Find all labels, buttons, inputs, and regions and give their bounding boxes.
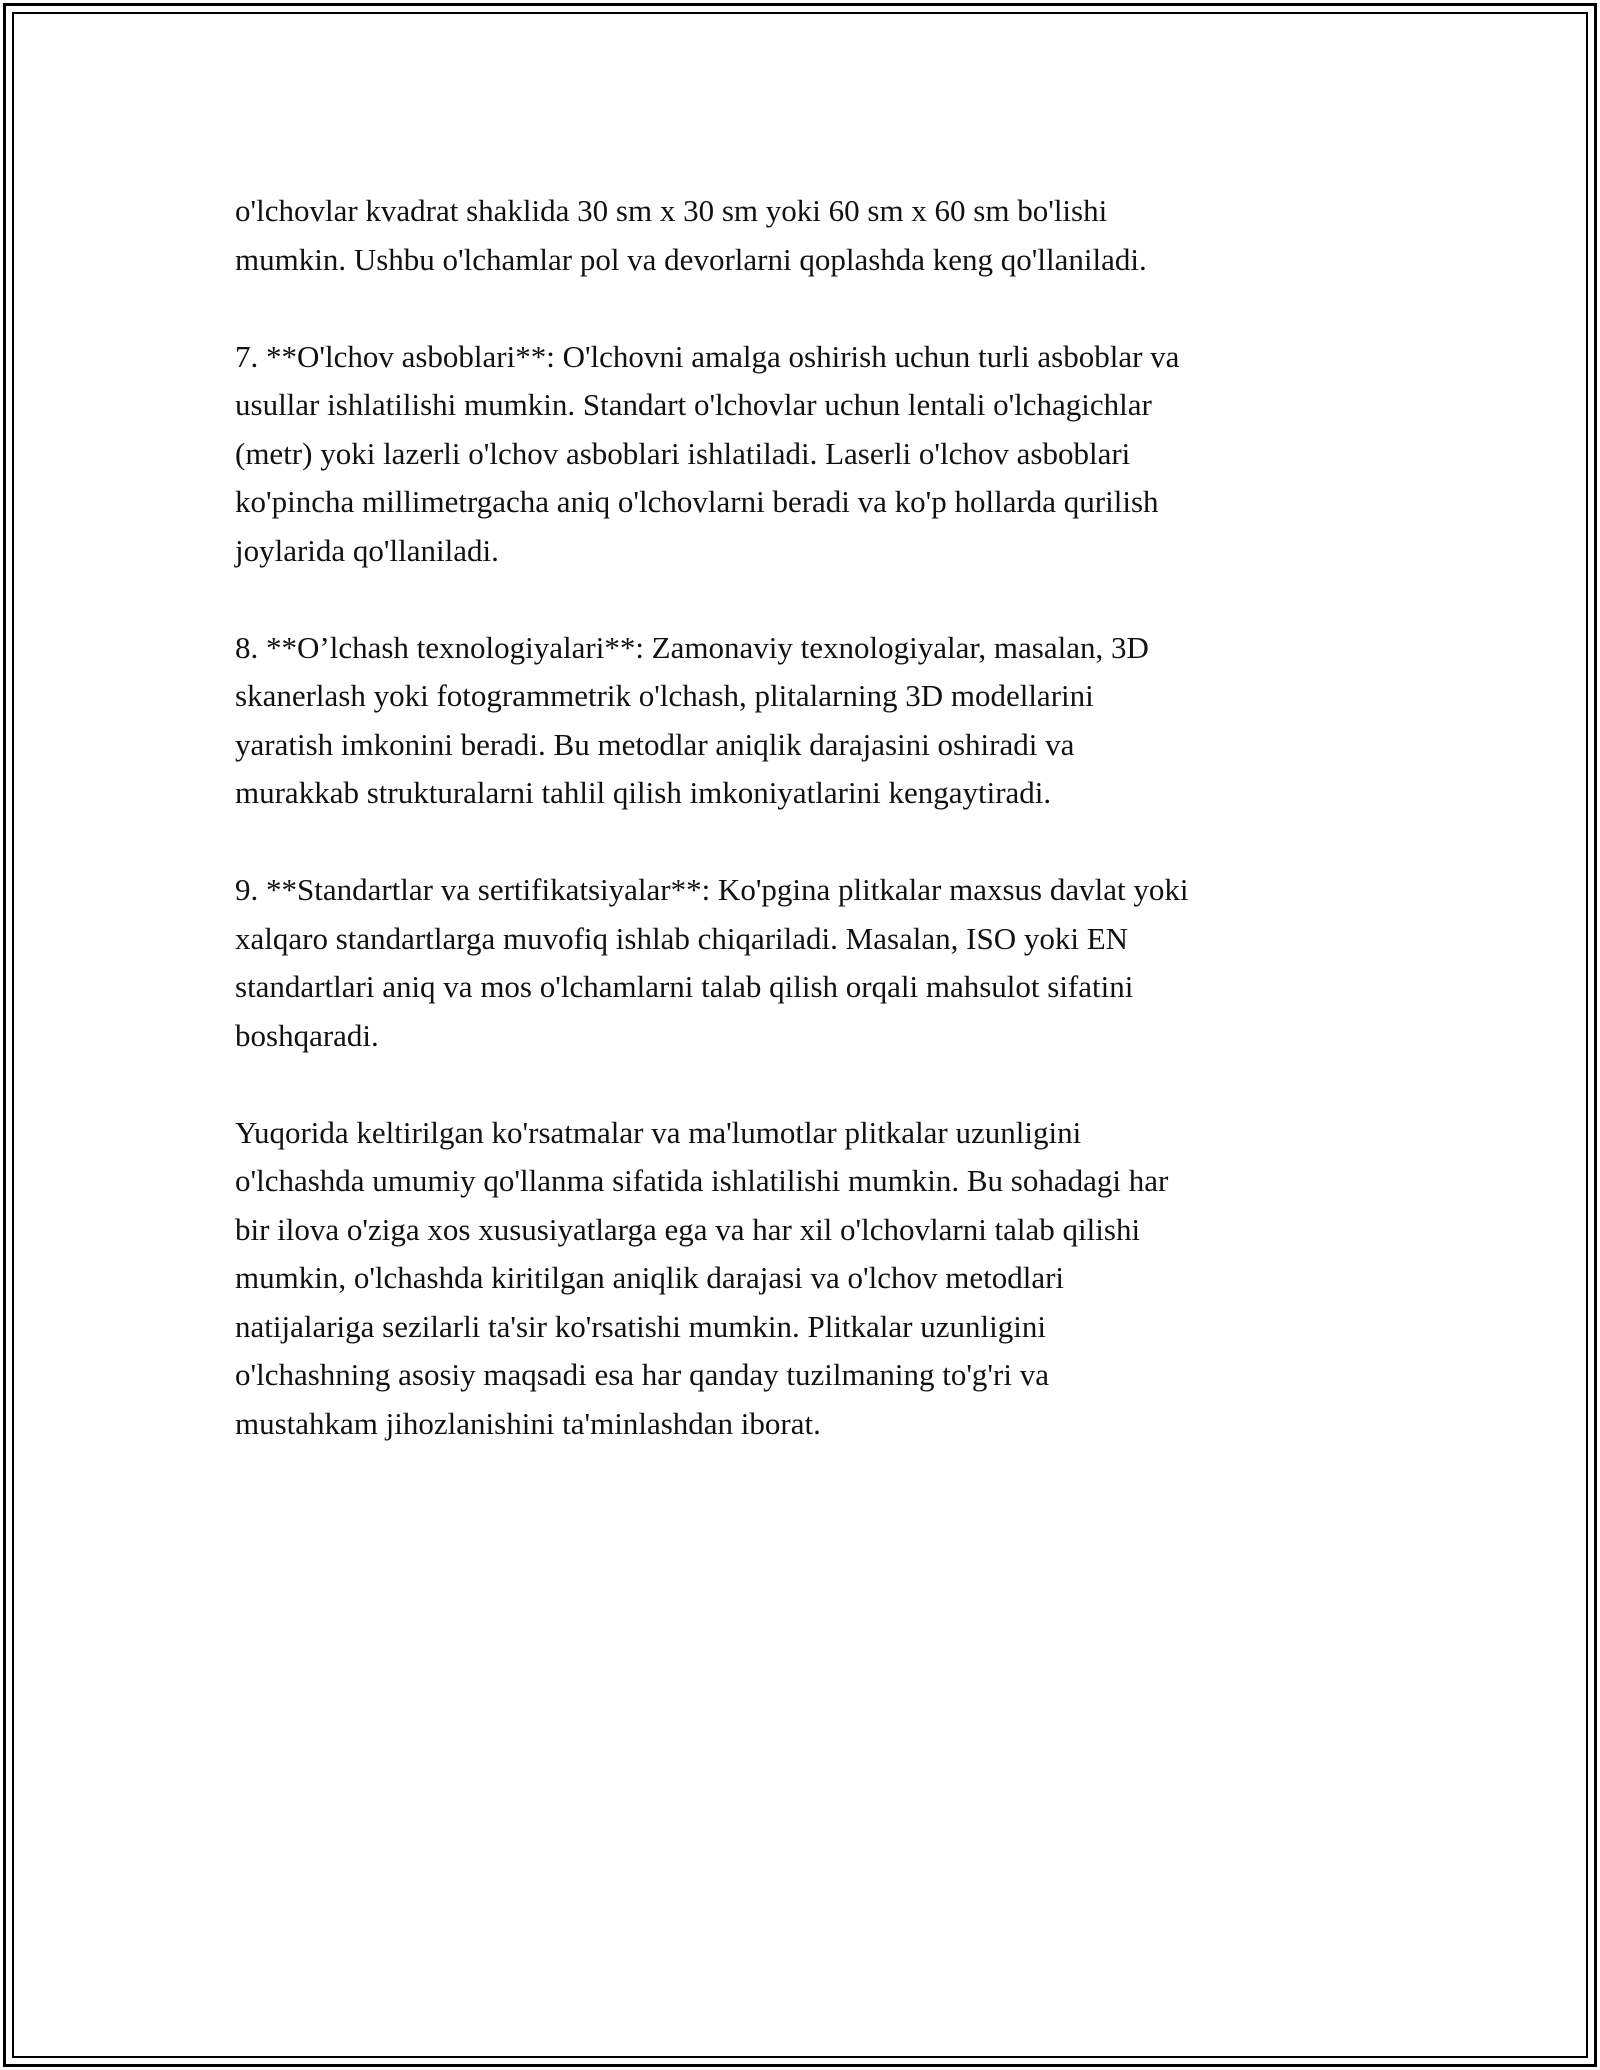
paragraph-standards-certifications: 9. **Standartlar va sertifikatsiyalar**: Ko'pgina plitkalar maxsus davlat yoki xalqaro standartlarga muvofiq ishlab chiqariladi. Masalan, ISO yoki EN standartlari aniq va mos o'lchamlarni talab qilish orqali mahsulot sifatini boshqaradi. — [235, 872, 1189, 1053]
document-body — [235, 187, 1380, 1497]
paragraph-tile-dimensions: o'lchovlar kvadrat shaklida 30 sm x 30 sm yoki 60 sm x 60 sm bo'lishi mumkin. Ushbu o'lchamlar pol va devorlarni qoplashda keng qo'llaniladi. — [235, 193, 1147, 277]
paragraph-measuring-tools: 7. **O'lchov asboblari**: O'lchovni amalga oshirish uchun turli asboblar va usullar ishlatilishi mumkin. Standart o'lchovlar uchun lentali o'lchagichlar (metr) yoki lazerli o'lchov asboblari ishlatiladi. Laserli o'lchov asboblari ko'pincha millimetrgacha aniq o'lchovlarni beradi va ko'p hollarda qurilish joylarida qo'llaniladi. — [235, 338, 1180, 568]
paragraph-measurement-technologies: 8. **O’lchash texnologiyalari**: Zamonaviy texnologiyalar, masalan, 3D skanerlash yoki fotogrammetrik o'lchash, plitalarning 3D modellarini yaratish imkonini beradi. Bu metodlar aniqlik darajasini oshiradi va murakkab strukturalarni tahlil qilish imkoniyatlarini kengaytiradi. — [235, 629, 1149, 810]
paragraph-conclusion: Yuqorida keltirilgan ko'rsatmalar va ma'lumotlar plitkalar uzunligini o'lchashda umumiy qo'llanma sifatida ishlatilishi mumkin. Bu sohadagi har bir ilova o'ziga xos xususiyatlarga ega va har xil o'lchovlarni talab qilishi mumkin, o'lchashda kiritilgan aniqlik darajasi va o'lchov metodlari natijalariga sezilarli ta'sir ko'rsatishi mumkin. Plitkalar uzunligini o'lchashning asosiy maqsadi esa har qanday tuzilmaning to'g'ri va mustahkam jihozlanishini ta'minlashdan iborat. — [235, 1114, 1169, 1441]
